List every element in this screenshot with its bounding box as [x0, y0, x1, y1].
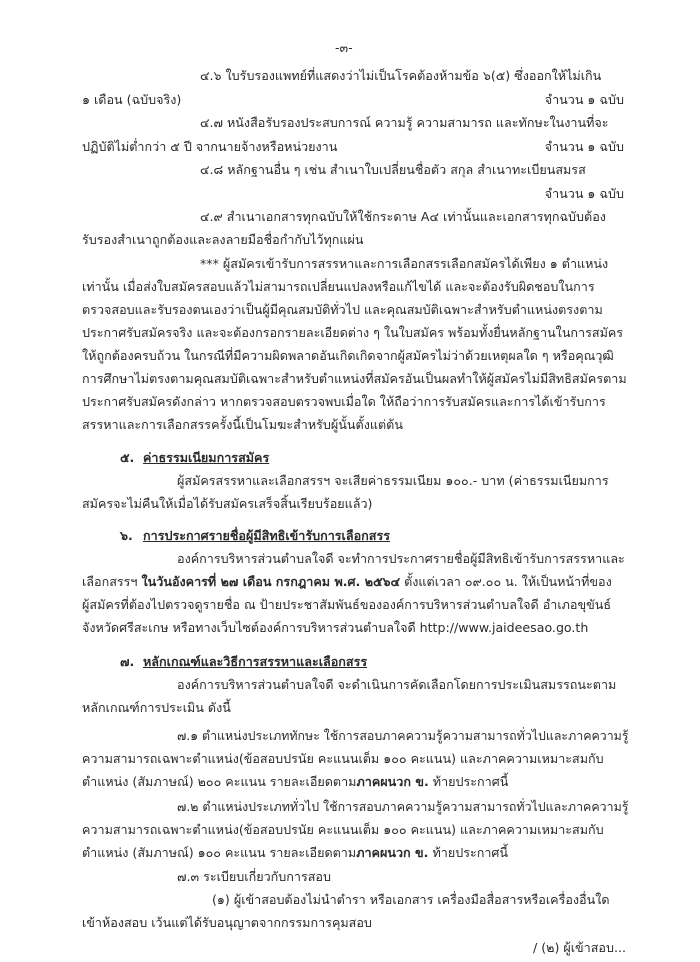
section-6-line-2	[82, 572, 612, 592]
section-5-number: ๕.	[120, 450, 135, 465]
section-7-line-1: องค์การบริหารส่วนตำบลใจดี จะดำเนินการคัดเลือกโดยการประเมินสมรรถนะตาม	[177, 677, 617, 692]
section-7-line-2: หลักเกณฑ์การประเมิน ดังนี้	[82, 700, 231, 715]
section-7-3-heading: ๗.๓ ระเบียบเกี่ยวกับการสอบ	[177, 869, 331, 884]
section-6-line-2-start: เลือกสรรฯ	[82, 574, 142, 589]
section-7-1-line-3-start: ตำแหน่ง (สัมภาษณ์) ๒๐๐ คะแนน รายละเอียดตาม	[82, 774, 357, 789]
item-4-6-line-2: ๑ เดือน (ฉบับจริง)	[82, 92, 182, 107]
notice-line-4: ประกาศรับสมัครจริง และจะต้องกรอกรายละเอียดต่าง ๆ ในใบสมัคร พร้อมทั้งยื่นหลักฐานในการสมัคร	[82, 325, 624, 340]
notice-line-8: สรรหาและการเลือกสรรครั้งนี้เป็นโมฆะสำหรับผู้นั้นตั้งแต่ต้น	[82, 417, 403, 432]
notice-line-5: ให้ถูกต้องครบถ้วน ในกรณีที่มีความผิดพลาดอันเกิดเกิดจากผู้สมัครไม่ว่าด้วยเหตุผลใด ๆ หรือคุณวุฒิ	[82, 348, 614, 363]
section-7-2-appendix: ภาคผนวก ข.	[356, 845, 429, 860]
section-6-line-2-end: ตั้งแต่เวลา ๐๙.๐๐ น. ให้เป็นหน้าที่ของ	[400, 574, 612, 589]
section-7-1-line-3-end: ท้ายประกาศนี้	[428, 774, 509, 789]
section-7-1-line-1: ๗.๑ ตำแหน่งประเภททักษะ ใช้การสอบภาคความรู้ความสามารถทั่วไปและภาคความรู้	[177, 728, 629, 743]
section-7-2-line-2: ความสามารถเฉพาะตำแหน่ง(ข้อสอบปรนัย คะแนนเต็ม ๑๐๐ คะแนน) และภาคความเหมาะสมกับ	[82, 822, 604, 837]
section-7-2-line-3	[82, 843, 508, 863]
section-7-1-line-3	[82, 772, 508, 792]
section-6-line-4: จังหวัดศรีสะเกษ หรือทางเว็บไซต์องค์การบริหารส่วนตำบลใจดี http://www.jaideesao.go.th	[82, 620, 589, 635]
item-4-7-count: จำนวน ๑ ฉบับ	[544, 139, 624, 154]
section-6-number: ๖.	[120, 528, 133, 543]
notice-line-2: เท่านั้น เมื่อส่งใบสมัครสอบแล้วไม่สามารถเปลี่ยนแปลงหรือแก้ไขได้ และจะต้องรับผิดชอบในการ	[82, 279, 595, 294]
item-4-6-line-1: ๔.๖ ใบรับรองแพทย์ที่แสดงว่าไม่เป็นโรคต้องห้ามข้อ ๖(๕) ซึ่งออกให้ไม่เกิน	[200, 68, 602, 83]
section-7-1-appendix: ภาคผนวก ข.	[356, 774, 429, 789]
section-7-1-line-2: ความสามารถเฉพาะตำแหน่ง(ข้อสอบปรนัย คะแนนเต็ม ๑๐๐ คะแนน) และภาคความเหมาะสมกับ	[82, 751, 604, 766]
rule-1-line-2: เข้าห้องสอบ เว้นแต่ได้รับอนุญาตจากกรรมการคุมสอบ	[82, 915, 372, 930]
section-7-2-line-3-start: ตำแหน่ง (สัมภาษณ์) ๑๐๐ คะแนน รายละเอียดตาม	[82, 845, 357, 860]
section-7-2-line-1: ๗.๒ ตำแหน่งประเภททั่วไป ใช้การสอบภาคความรู้ความสามารถทั่วไปและภาคความรู้	[177, 799, 629, 814]
section-5-line-1: ผู้สมัครสรรหาและเลือกสรรฯ จะเสียค่าธรรมเนียม ๑๐๐.- บาท (ค่าธรรมเนียมการ	[177, 473, 609, 488]
section-7-2-line-3-end: ท้ายประกาศนี้	[428, 845, 509, 860]
section-5-line-2: สมัครจะไม่คืนให้เมื่อได้รับสมัครเสร็จสิ้นเรียบร้อยแล้ว)	[82, 496, 373, 511]
item-4-7-line-2: ปฏิบัติไม่ต่ำกว่า ๕ ปี จากนายจ้างหรือหน่วยงาน	[82, 139, 338, 154]
notice-line-6: การศึกษาไม่ตรงตามคุณสมบัติเฉพาะสำหรับตำแหน่งที่สมัครอันเป็นผลทำให้ผู้สมัครไม่มีสิทธิสมัครตาม	[82, 371, 627, 386]
section-7-number: ๗.	[120, 654, 135, 669]
rule-1-line-1: (๑) ผู้เข้าสอบต้องไม่นำตำรา หรือเอกสาร เครื่องมือสื่อสารหรือเครื่องอื่นใด	[212, 892, 610, 907]
continuation-note: / (๒) ผู้เข้าสอบ...	[533, 940, 626, 955]
notice-line-3: ตรวจสอบและรับรองตนเองว่าเป็นผู้มีคุณสมบัติทั่วไป และคุณสมบัติเฉพาะสำหรับตำแหน่งตรงตาม	[82, 302, 603, 317]
section-6-line-3: ผู้สมัครที่ต้องไปตรวจดูรายชื่อ ณ ป้ายประชาสัมพันธ์ขององค์การบริหารส่วนตำบลใจดี อำเภอขุขันธ์	[82, 597, 612, 612]
item-4-8-line-1: ๔.๘ หลักฐานอื่น ๆ เช่น สำเนาใบเปลี่ยนชื่อตัว สกุล สำเนาทะเบียนสมรส	[200, 162, 586, 177]
section-6-title: การประกาศรายชื่อผู้มีสิทธิเข้ารับการเลือกสรร	[143, 528, 390, 543]
page-number: -๓-	[335, 40, 353, 55]
item-4-9-line-1: ๔.๙ สำเนาเอกสารทุกฉบับให้ใช้กระดาษ A๔ เท่านั้นและเอกสารทุกฉบับต้อง	[200, 209, 606, 224]
item-4-8-count: จำนวน ๑ ฉบับ	[544, 186, 624, 201]
item-4-6-count: จำนวน ๑ ฉบับ	[544, 92, 624, 107]
section-6-line-1: องค์การบริหารส่วนตำบลใจดี จะทำการประกาศรายชื่อผู้มีสิทธิเข้ารับการสรรหาและ	[177, 551, 625, 566]
notice-line-7: ประกาศรับสมัครดังกล่าว หากตรวจสอบตรวจพบเมื่อใด ให้ถือว่าการรับสมัครและการได้เข้ารับการ	[82, 394, 606, 409]
section-5-title: ค่าธรรมเนียมการสมัคร	[143, 450, 270, 465]
item-4-9-line-2: รับรองสำเนาถูกต้องและลงลายมือชื่อกำกับไว้ทุกแผ่น	[82, 232, 364, 247]
item-4-7-line-1: ๔.๗ หนังสือรับรองประสบการณ์ ความรู้ ความสามารถ และทักษะในงานที่จะ	[200, 115, 609, 130]
section-7-title: หลักเกณฑ์และวิธีการสรรหาและเลือกสรร	[143, 654, 368, 669]
notice-line-1: *** ผู้สมัครเข้ารับการสรรหาและการเลือกสรรเลือกสมัครได้เพียง ๑ ตำแหน่ง	[200, 256, 609, 271]
announcement-date: ในวันอังคารที่ ๒๗ เดือน กรกฎาคม พ.ศ. ๒๕๖๔	[141, 574, 401, 589]
